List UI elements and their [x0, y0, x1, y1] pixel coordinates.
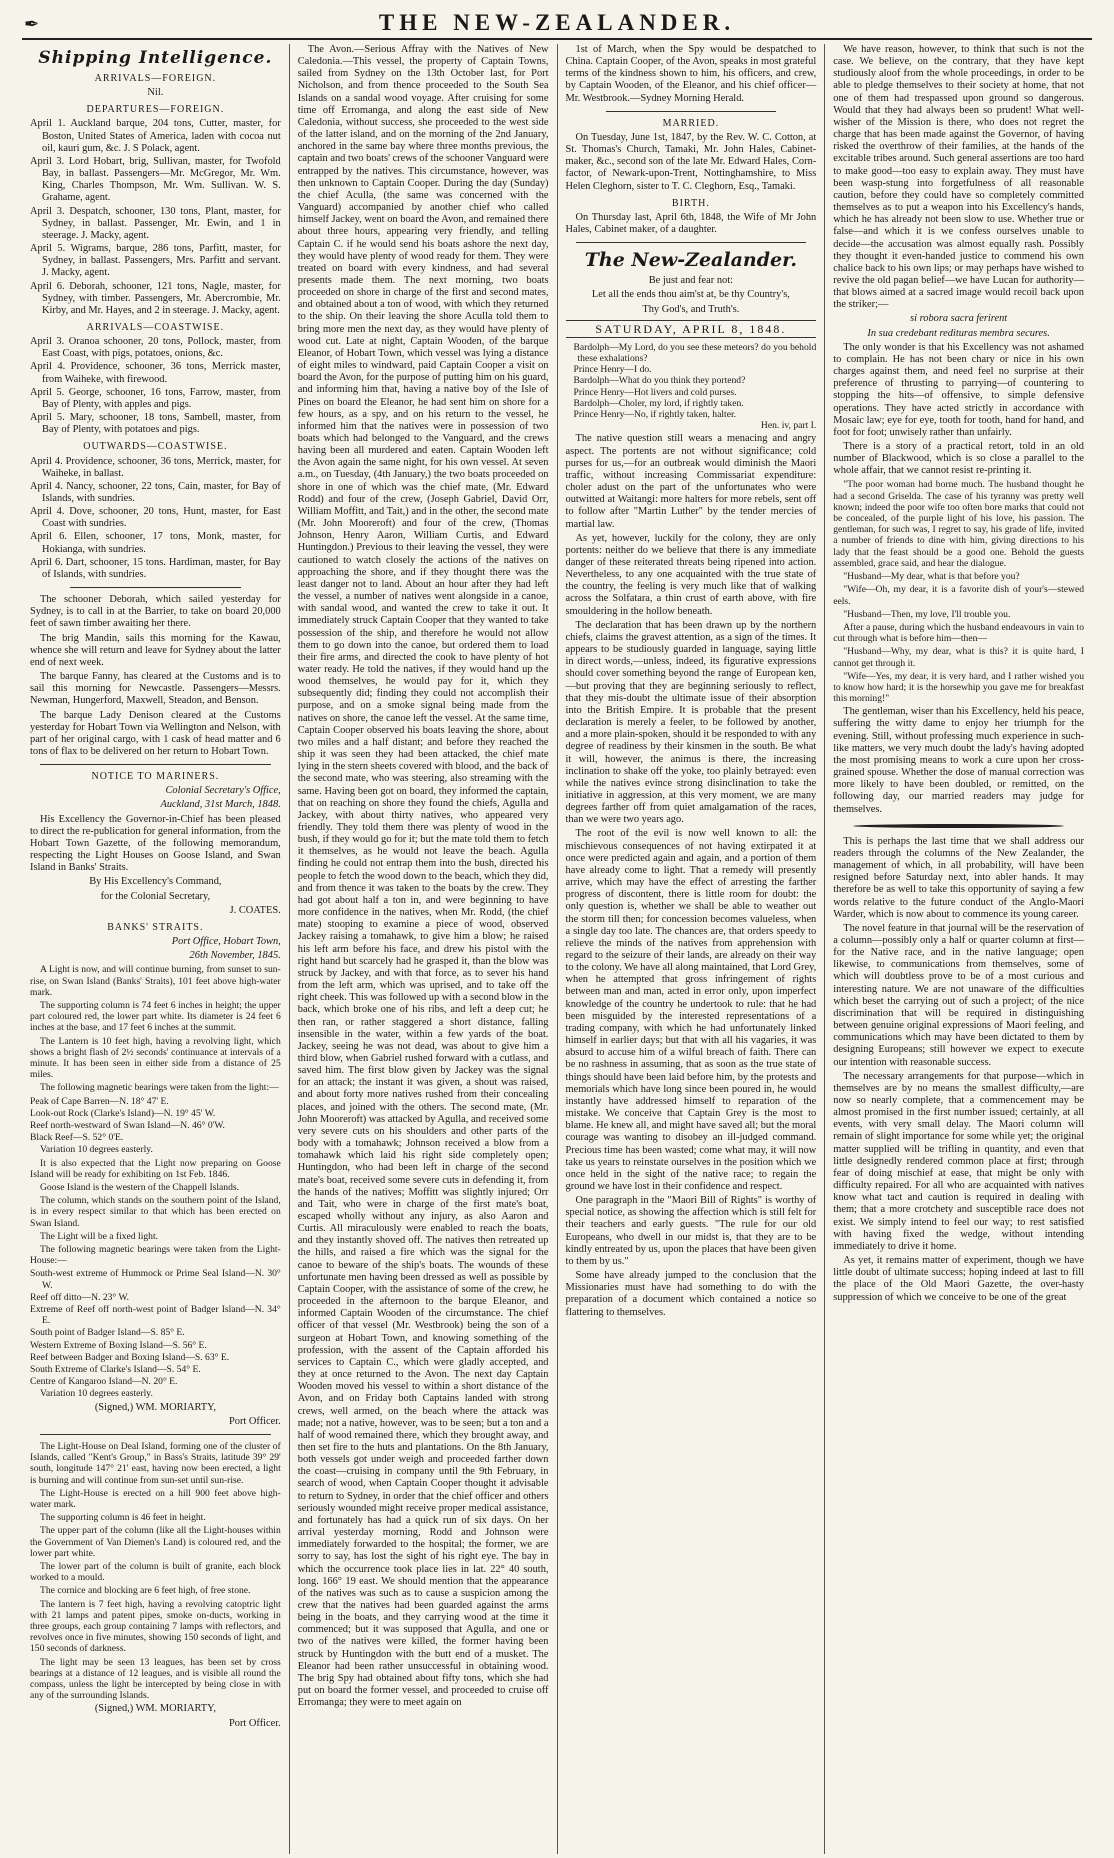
notice-office: Colonial Secretary's Office, — [165, 785, 281, 797]
divider — [576, 242, 807, 243]
list-item: April 5. Mary, schooner, 18 tons, Sambell, master, from Bay of Plenty, with potatoes and pigs. — [30, 412, 281, 436]
bearing-item: Black Reef—S. 52° 0'E. — [30, 1132, 124, 1144]
paragraph: The root of the evil is now well known to all: the mischievous consequences of not having extirpated it at once were predicted again and again, and a portion of them have already come to light. That a remedy will presently arrive, which may have the effect of arresting the farther progress of discontent, there is little room for doubt: the only question is, whether we shall be able to weather out the storm till then; for concession becomes valueless, when a single day too late. The chances are, that orders speedy to relieve the minds of the natives from apprehension with regard to the seizure of their lands, are already on their way to the colony. We have all along maintained, that Lord Grey, when he attempted that gross infringement of rights between man and man, acted in error only, upon imperfect knowledge of the country he undertook to rule: that he had been misguided by the interested representations of a trading company, with which he had unfortunately linked himself in earlier days; but that with all his vagaries, it was absurd to accuse him of a wilful breach of faith. There can be no rashness in assuming, that as soon as the true state of things should have been laid before him, by the protests and memorials which have long since been poured in, he would instantly have addressed himself to reparation of the mistake. We conceive that Captain Grey is the most to blame. He knew all, and might have saved all; but the moral courage was wanting to disobey an ill-judged command. Precious time has been wasted; come what may, it will now take us years to reinstate ourselves in the position which we once held in the sight of the native race; to regain the ground we have lost in their confidence and respect. — [565, 828, 817, 1192]
paragraph: The Lantern is 10 feet high, having a revolving light, which shows a bright flash of 2½ seconds' continuance at intervals of a minute. It has been seen in either side from a distance of 25 miles. — [30, 1035, 281, 1081]
bearing-item: South Extreme of Clarke's Island—S. 54° E. — [30, 1364, 201, 1376]
subhead-arrivals-foreign: ARRIVALS—FOREIGN. — [94, 73, 217, 84]
column-4 — [825, 44, 1092, 1854]
paragraph: The native question still wears a menacing and angry aspect. The portents are not without significance; cold purses for us,—for an outbreak would diminish the Maori traffic, without increasing Commissariat expenditure: choler adust on the part of the unfortunates who were outwitted at Waitangi: more halters for more rebels, sent off to follow after "Martin Luther" by the tender mercies of martial law. — [565, 433, 817, 530]
notice-signature: J. COATES. — [229, 904, 281, 916]
quote-line: Prince Henry—No, if rightly taken, halter. — [573, 409, 737, 421]
dateline: SATURDAY, APRIL 8, 1848. — [566, 320, 817, 338]
paragraph: As yet, it remains matter of experiment, though we have little doubt of ultimate success; hoping indeed at last to fill the place of the Old Maori Gazette, the over-hasty suppression of which we conceive to be one of the great — [833, 1255, 1084, 1303]
column-1 — [22, 44, 290, 1854]
bearing-item: Peak of Cape Barren—N. 18° 47' E. — [30, 1095, 169, 1107]
arrivals-foreign-nil: Nil. — [147, 87, 164, 99]
paragraph: The supporting column is 46 feet in height. — [40, 1512, 206, 1524]
married-heading: MARRIED. — [662, 117, 720, 129]
divider — [40, 1434, 271, 1435]
column-3 — [558, 44, 826, 1854]
notice-by: By His Excellency's Command, — [89, 876, 222, 888]
paragraph: One paragraph in the "Maori Bill of Rights" is worthy of special notice, as showing the affection which is still felt for their teachers and early guests. "The rule for our old Europeans, who dwell in our midst is, that they are to be kindly entreated by us, upon the places that have been given to them by us." — [565, 1195, 817, 1267]
paragraph: The Light-House on Deal Island, forming one of the cluster of Islands, called "Kent's Group," in Bass's Straits, latitude 39° 29' south, longitude 147° 21' east, having now been erected, a light is burning and will continue from sun-set until sun-rise. — [30, 1440, 281, 1486]
paragraph: This is perhaps the last time that we shall address our readers through the columns of the New Zealander, the management of which, in all probability, will have been resigned before Saturday next, into abler hands. It may therefore be as well to take this opportunity of saying a few words relative to the future conduct of the Anglo-Maori Warder, which is now about to commence its young career. — [833, 835, 1084, 920]
list-item: April 5. George, schooner, 16 tons, Farrow, master, from Bay of Plenty, with apples and pigs. — [30, 386, 281, 410]
article-avon: The Avon.—Serious Affray with the Natives of New Caledonia.—This vessel, the property of Captain Towns, sailed from Sydney on the 13th October last, for Port Nicholson, and from thence proceeded to the South Sea Islands on a sandal wood voyage. After cruising for some time off Erromanga, and along the east side of New Caledonia, without success, she proceeded to the west side of the latter island, and on the morning of the 2nd January, anchored in the same bay where three months previous, the captain and two boats' crews of the schooner Vanguard were entrapped by the natives. This circumstance, however, was then unknown to Captain Cooper. During the day (Sunday) the chief Aculla, (the same was concerned with the Vanguard) accompanied by another chief who called himself Jackey, went on board the Avon, and remained there about three hours, appearing very friendly, and telling Captain C. if he would send his boats ashore the next day, they would have plenty of wood ready for them. They were treated on board with every kindness, and had several presents made them. The next morning, two boats proceeded on shore in charge of the first and second mates, and obtained about a ton of wood, with which they returned to the ship. On their leaving the shore Aculla told them to bring more men the next day, as they would have plenty of wood cut. Late at night, Captain Wooden, of the barque Eleanor, of Hobart Town, which vessel was lying a distance of eight miles to windward, paid Captain Cooper a visit on board the Avon, for the purpose of putting him on his guard, and informing him that, having a native boy of the Isle of Pines on board the Eleanor, he had sent him on shore for a few hours, as a spy, and on his return to the vessel, he informed him that the natives were in possession of two boats which had belonged to the Vanguard, and the crews having been all murdered and eaten. Captain Wooden left the Avon again the same night, for his own vessel. At seven a.m., on Tuesday, (4th January,) the two boats proceeded on shore in one of which was the chief mate, (Mr. Edward Rodd) and four of the crew, (Joseph Gabriel, David Orr, William Moffitt, and Tait,) and in the other, the second mate (Mr. John Mooreroft) and four of the crew, (Thomas Johnson, Henry Aaron, William Curtis, and Edward Huntingdon.) Previous to their leaving the vessel, they were cautioned to watch closely the actions of the natives on approaching the shore, and if they thought there was the least danger not to land. About an hour after they had left the vessel, a number of natives went alongside in a canoe, with sandal wood, and wanted the crew to take it out. It immediately struck Captain Cooper that they wanted to take possession of the ship, and therefore he would not allow them to go down into the canoe, but ordered them to load their fire arms, and directed the cook to have plenty of hot water ready. He told the natives, if they would hand up the wood themselves, he would pay for it, which they subsequently did; finding they could not accomplish their purpose, and on a smoke signal being made from the natives on shore, the canoe left the vessel. At the same time, Captain Cooper observed his boats leaving the shore, about two miles and a half distant; and before they reached the ship it was seen they had been attacked, the chief mate lying in the stern sheets covered with blood, and the back of the second mate, who was steering, also streaming with the same. Having been got on board, they informed the captain, that on reaching on shore they found the chiefs, Agulla and Jackey, with about thirty natives, who appeared very friendly. They told them there was plenty of wood in the bush, if they would go for it; but the mate told them to fetch it themselves, as he would not leave the beach. Agulla finding he could not entrap them into the bush, directed his people to fetch the wood down to the beach, which they did, and from thence it was taken to the boats by the crew. They had got about half a ton in, and were beginning to have more confidence in the natives, when Mr. Rodd, (the chief mate) stooping to examine a piece of wood, observed Jackey raising a tomahawk, to give him a blow; he raised his left arm before his face, and drew his pistol with the right hand but scarcely had he grasped it, than the blow was struck by Jackey, and with that force, as to sever his hand from the left arm, which was uprised, and to take off the right cheek. This was followed up with a second blow in the back, which broke one of his ribs, and left a deep cut; he then ran, or rather staggered a short distance, falling insensible in the water, within a few yards of the boat. Jackey, seeing he was not dead, was about to give him a third blow, when Gabriel rushed forward with a cutlass, and saved him. The first blow given by Jackey was the signal for an attack; the instant it was given, a shout was raised, and about forty more natives rushed from their concealing places, and joined with the others. The second mate, (Mr. John Mooreroft) was attacked by Agulla, and received some very severe cuts on his shoulders and other parts of the body with a tomahawk; Johnson received a blow from a tomahawk which laid his right side completely open; Huntingdon, who had been left in charge of the second mate's boat, received some severe cuts in defending it, from the hands of the natives; Moffitt was slightly injured; Orr and Tait, who were in charge of the first mate's boat, escaped wholly without any injury, as also Aaron and Curtis. All miraculously were enabled to reach the boats, and they instantly shoved off. The natives then retreated up the hills, and raised a fire which was the signal for the canoe to beware of the ship's boats. The wounds of these unfortunate men having been dressed as well as possible by Captain Cooper, with the assistance of some of the crew, he proceeded in the afternoon to the barque Eleanor, and informed Captain Wooden of the circumstance. The chief officer of that vessel (Mr. Westbrook) being the son of a surgeon at Hobart Town, and knowing something of the profession, with the assent of the Captain afforded his services to Captain C., which were gladly accepted, and they at once returned to the Avon. The next day Captain Wooden moved his vessel to within a short distance of the Avon, and on Friday both Captains landed with strong crews, well armed, on the beach where the attack was made; not a native, however, was to be seen; but a ton and a half of wood remained there, which they brought away, and then set fire to the huts and plantations. On the 8th January, both vessels got under weigh and proceeded farther down the coast—cruising in company until the 9th February, in search of wood, when Captain Cooper thought it advisable to return to Sydney, in order that the chief officer and others seriously wounded might receive proper medical assistance, and fortunately has had a quick run of six days. On her arrival yesterday morning, Rodd and Johnson were immediately forwarded to the hospital; the former, we are sorry to say, has lost the sight of his right eye. The bay in which the occurrence took place lies in lat. 22° 40 south, long. 166° 19 east. We should mention that the appearance of the natives was such as to cause a suspicion among the crew that the natives had been guarded against the arms being in the boats, and they carrying wood at the time it commenced; but it was supposed that Agulla, and one or two of the natives were killed, the former having been struck by Huntingdon with the butt end of a musket. The Eleanor had been rather unsuccessful in obtaining wood. The brig Spy had obtained about fifty tons, which she had put on board the former vessel, and proceeded to cruise off Erromanga; they were to meet again on — [297, 44, 549, 1709]
divider — [70, 587, 241, 588]
notice-intro: His Excellency the Governor-in-Chief has been pleased to direct the re-publication for general information, from the Hobart Town Gazette, of the following memorandum, respecting the Light Houses on Goose Island, and Swan Island in Banks' Straits. — [30, 813, 281, 874]
bearing-item: Look-out Rock (Clarke's Island)—N. 19° 45' W. — [30, 1107, 216, 1119]
paragraph: The column, which stands on the southern point of the Island, is in every respect similar to that which has been erected on Swan Island. — [30, 1195, 281, 1229]
paragraph: The lower part of the column is built of granite, each block worked to a mould. — [30, 1560, 281, 1584]
bearing-item: South point of Badger Island—S. 85° E. — [30, 1327, 185, 1339]
motto-line: Let all the ends thou aim'st at, be thy Country's, — [591, 289, 790, 301]
shakespeare-quote — [566, 342, 817, 432]
paragraph: The declaration that has been drawn up by the northern chiefs, claims the gravest attention, as a sign of the times. It appears to be studiously guarded in language, saying little in direct words,—unless, indeed, its figurative expressions should cover something beyond the range of European ken,—but proving that they are beginning seriously to reflect, that they mis-doubt the ultimate issue of their absorption into the British Empire. It is probable that the present declaration is merely a feeler, to be followed by another, and a more plain-spoken, should it be responded to with any degree of readiness by their kinsmen in the south. Be what it will, however, the animus is there, the increasing inclination to shake off the yoke, too plainly betrayed: even while the natives evince strong disinclination to take the initiative in aggression, at this very moment, we are many degrees farther off from quiet amalgamation of the races, than we were two years ago. — [565, 619, 817, 826]
quote-line: Bardolph—My Lord, do you see these meteors? do you behold these exhalations? — [573, 341, 817, 365]
deal-island-body — [30, 1441, 281, 1701]
quote-line: Prince Henry—I do. — [573, 364, 652, 376]
bearing-item: Centre of Kangaroo Island—N. 20° E. — [30, 1376, 178, 1388]
paragraph: The necessary arrangements for that purpose—which in themselves are by no means the smallest difficulty,—are now so nearly complete, that a commencement may be almost promised in the first number issued; certainly, at all events, with very small delay. The Maori column will remain of slight importance for some while yet; the original matter supplied will be trifling in quantity, and even that little designedly rendered common place at first; through fear of doing mischief at ease, that might be only with difficulty repaired. For all who are acquainted with natives know what tact and caution is required in dealing with them; that a more crotchety and susceptible race does not exist. We simply intend to feel our way; to rest satisfied with having fixed the wedge, without intending immediately to drive it home. — [833, 1070, 1084, 1252]
paragraph: The schooner Deborah, which sailed yesterday for Sydney, is to call in at the Barrier, to take on board 20,000 feet of sawn timber awaiting her there. — [30, 594, 281, 630]
list-item: April 6. Deborah, schooner, 121 tons, Nagle, master, for Sydney, with timber. Passengers, Mr. Abercrombie, Mr. Kirby, and Mr. Hayes, and 2 in steerage. J. Macky, agent. — [30, 280, 281, 316]
story-paragraph: "Husband—Then, my love, I'll trouble you. — [843, 608, 1011, 620]
bearing-item: Extreme of Reef off north-west point of Badger Island—N. 34° E. — [30, 1304, 281, 1327]
paragraph: Variation 10 degrees easterly. — [40, 1388, 153, 1400]
straits-date: 26th November, 1845. — [189, 950, 281, 962]
column-2 — [290, 44, 558, 1854]
paper-title: The New-Zealander. — [584, 249, 797, 272]
latin-quote: si robora sacra ferirent — [910, 313, 1008, 325]
list-item: April 5. Wigrams, barque, 286 tons, Parfitt, master, for Sydney, in ballast. Passengers, Mrs. Parfitt and servant. J. Macky, agent. — [30, 243, 281, 279]
paragraph: The supporting column is 74 feet 6 inches in height; the upper part coloured red, the lower part white. Its diameter is 24 feet 6 inches at the base, and 17 feet 6 inches at the summit. — [30, 999, 281, 1034]
quote-line: Bardolph—What do you think they portend? — [573, 375, 746, 387]
straits-signature: (Signed,) WM. MORIARTY, — [94, 1401, 216, 1413]
paragraph: There is a story of a practical retort, told in an old number of Blackwood, which is so close a parallel to the whole affair, that we cannot resist re-printing it. — [833, 441, 1084, 477]
married-notice: On Tuesday, June 1st, 1847, by the Rev. W. C. Cotton, at St. Thomas's Church, Tamaki, Mr. John Hales, Cabinet-maker, &c., second son of the late Mr. Edward Hales, Corn-factor, of Newark-upon-Trent, Nottinghamshire, to Miss Helen Cleghorn, sister to T. C. Cleghorn, Esq., Tamaki. — [565, 131, 817, 192]
bearing-item: Reef between Badger and Boxing Island—S. 63° E. — [30, 1351, 230, 1363]
paragraph: Goose Island is the western of the Chappell Islands. — [40, 1181, 240, 1193]
quote-reference: Hen. iv, part I. — [760, 420, 817, 432]
motto-line: Thy God's, and Truth's. — [642, 303, 740, 315]
list-item: April 4. Providence, schooner, 36 tons, Merrick, master, for Waiheke, in ballast. — [30, 455, 281, 479]
columns — [22, 44, 1092, 1854]
straits-signature-title: Port Officer. — [229, 1415, 281, 1427]
subhead-arrivals-coastwise: ARRIVALS—COASTWISE. — [86, 321, 225, 333]
section-heading-shipping: Shipping Intelligence. — [38, 48, 273, 68]
paragraph: The upper part of the column (like all the Light-houses within the Government of Van Diemen's Land) is coloured red, and the lower part white. — [30, 1525, 281, 1559]
paragraph: Variation 10 degrees easterly. — [40, 1144, 153, 1156]
list-item: April 3. Lord Hobart, brig, Sullivan, master, for Twofold Bay, in ballast. Passengers—Mr. McGregor, Mr. Wm. King, Charles Thompson, Mr. Wm. Sullivan. W. S. Grahame, agent. — [30, 155, 281, 204]
paragraph: The cornice and blocking are 6 feet high, of free stone. — [40, 1585, 251, 1597]
blackwood-story — [833, 479, 1084, 704]
bearing-item: South-west extreme of Hummock or Prime Seal Island—N. 30° W. — [30, 1268, 281, 1291]
arrivals-coastwise-list — [30, 336, 281, 436]
birth-heading: BIRTH. — [671, 197, 710, 209]
birth-notice: On Thursday last, April 6th, 1848, the Wife of Mr John Hales, Cabinet maker, of a daughter. — [565, 211, 817, 236]
paragraph: The following magnetic bearings were taken from the light:— — [40, 1082, 279, 1094]
story-paragraph: "Husband—My dear, what is that before you? — [843, 571, 1020, 583]
paragraph: The brig Mandin, sails this morning for the Kawau, whence she will return and leave for Sydney about the latter end of next week. — [30, 632, 281, 668]
bearing-item: Reef off ditto—N. 23° W. — [30, 1291, 130, 1303]
subhead-departures-foreign: DEPARTURES—FOREIGN. — [86, 104, 225, 116]
paragraph: The Light will be a fixed light. — [40, 1230, 159, 1242]
story-paragraph: "Husband—Why, my dear, what is this? it is quite hard, I cannot get through it. — [833, 646, 1084, 669]
list-item: April 3. Oranoa schooner, 20 tons, Pollock, master, from East Coast, with pigs, potatoes, onions, &c. — [30, 336, 281, 360]
quill-icon: ✒ — [24, 14, 40, 34]
article-avon-continued: 1st of March, when the Spy would be despatched to China. Captain Cooper, of the Avon, speaks in most grateful terms of the kindness shown to him, his officers, and crew, by Captain Wooden, of the Eleanor, and his chief officer—Mr. Westbrook.—Sydney Morning Herald. — [565, 44, 817, 104]
deal-signature: (Signed,) WM. MORIARTY, — [94, 1703, 216, 1715]
straits-office: Port Office, Hobart Town, — [171, 936, 281, 947]
paragraph: The novel feature in that journal will be the reservation of a column—possibly only a half or quarter column at first—for the Native race, and in the native language; open likewise, to communications from themselves, some of which will doubtless prove to be of a most curious and interesting nature. We are not unaware of the difficulties which beset the carrying out of such a project; of the nice discrimination that will be required in distinguishing between genuine original expressions of Maori feeling, and communications which may have been dictated to them by designing Europeans; still however we expect to execute our intention with reasonable success. — [833, 922, 1084, 1068]
list-item: April 6. Ellen, schooner, 17 tons, Monk, master, for Hokianga, with sundries. — [30, 531, 281, 555]
paragraph: The gentleman, wiser than his Excellency, held his peace, suffering the witty dame to enjoy her triumph for the evening. Still, without professing much experience in such-like matters, we very much doubt the lady's having adopted the most promising means to work a cure upon her cross-grained spouse. Whether the dose of manual correction was more likely to have been doubled, or remitted, on the following day, our married readers may judge for themselves. — [833, 706, 1084, 815]
notice-heading: NOTICE TO MARINERS. — [91, 771, 220, 783]
story-paragraph: "The poor woman had borne much. The husband thought he had a second Griselda. The case of his tyranny was pretty well known; indeed the poor wife too often bore marks that could not be concealed, of the purple light of his love, his passion. The gentleman, for such was, I regret to say, his grade of life, invited a number of friends to dine with him, giving directions to his lady that the feast should be a good one. Behold the guests assembled, grace said, and hear the dialogue. — [833, 479, 1084, 569]
notice-for: for the Colonial Secretary, — [100, 890, 211, 902]
paragraph: The Light-House is erected on a hill 900 feet above high-water mark. — [30, 1487, 281, 1510]
story-paragraph: "Wife—Yes, my dear, it is very hard, and I rather wished you to know how hard; it is the horsewhip you gave me for breakfast this morning!" — [833, 670, 1084, 705]
divider — [40, 764, 271, 765]
paragraph: Some have already jumped to the conclusion that the Missionaries must have had something to do with the preparation of a document which contained a notice so flattering to themselves. — [565, 1270, 817, 1318]
masthead — [22, 8, 1092, 40]
straits-body — [30, 964, 281, 1399]
divider — [606, 111, 777, 112]
list-item: April 6. Dart, schooner, 15 tons. Hardiman, master, for Bay of Islands, with sundries. — [30, 556, 281, 580]
deal-signature-title: Port Officer. — [229, 1717, 281, 1729]
paragraph: The barque Fanny, has cleared at the Customs and is to sail this morning for Newcastle. Passengers—Messrs. Newman, Hungerford, Maxwell, Steadon, and Benson. — [30, 671, 281, 707]
list-item: April 4. Dove, schooner, 20 tons, Hunt, master, for East Coast with sundries. — [30, 506, 281, 530]
paragraph: We have reason, however, to think that such is not the case. We believe, on the contrary, that they have kept studiously aloof from the whole proceedings, in order to be able to pledge themselves to their society at home, that not one of them had trespassed upon ground so dangerous. Would that they had always been so prudent! What well-wisher of the Mission is there, who does not regret the charge that has been made against the Governor, of having risked the overthrow of their families, at the hands of the excitable tribes around. Such general assertions are too hard to make good—too easy to explain away. They must have been wasp-stung into forgetfulness of all reasonable caution, before they could have so completely committed themselves as to put a weapon into his Excellency's hands, which he has already not been slow to use. Whether true or false—and which it is we confess ourselves unable to decide—the accusation was almost equally rash. Possibly they thought it even-handed justice to commend his own chalice back to his own lips; or may perhaps have wished to revive the old pagan belief—we have Lucan for authority—that blows aimed at a sacred image would recoil back upon the striker;— — [833, 44, 1084, 311]
paragraph: The following magnetic bearings were taken from the Light-House:— — [30, 1243, 281, 1267]
list-item: April 1. Auckland barque, 204 tons, Cutter, master, for Boston, United States of America, laden with cocoa nut oil, kauri gum, &c. J. S Polack, agent. — [30, 118, 281, 154]
story-paragraph: "Wife—Oh, my dear, it is a favorite dish of your's—stewed eels. — [833, 584, 1084, 607]
bearing-item: Western Extreme of Boxing Island—S. 56° E. — [30, 1339, 207, 1351]
paragraph: A Light is now, and will continue burning, from sunset to sun-rise, on Swan Island (Banks' Straits), 101 feet above high-water mark. — [30, 964, 281, 998]
paragraph: It is also expected that the Light now preparing on Goose Island will be ready for exhibiting on 1st Feb. 1846. — [30, 1157, 281, 1180]
notice-date: Auckland, 31st March, 1848. — [160, 799, 281, 811]
list-item: April 4. Providence, schooner, 36 tons, Merrick master, from Waiheke, with firewood. — [30, 361, 281, 385]
paragraph: As yet, however, luckily for the colony, they are only portents: neither do we believe that there is any immediate danger of these reiterated threats being ripened into action. Nevertheless, to any one acquainted with the true state of the country, the feeling is very much like that of walking across the Solfatara, a thin crust of earth above, with fire smouldering in the hollow beneath. — [565, 532, 817, 617]
masthead-title: THE NEW-ZEALANDER. — [378, 10, 736, 35]
departures-foreign-list — [30, 118, 281, 317]
paragraph: The lantern is 7 feet high, having a revolving catoptric light with 21 lamps and patent pipes, smoke on-ducts, working in three groups, each group containing 7 lamps with reflectors, and revolves once in five minutes, showing 150 seconds of light, and 150 seconds of darkness. — [30, 1598, 281, 1655]
subhead-outwards-coastwise: OUTWARDS—COASTWISE. — [83, 441, 228, 453]
paragraph: The light may be seen 13 leagues, has been set by cross bearings at a distance of 12 leagues, and is visible all round the compass, unless the light be intercepted by being close in with any of the surrounding Islands. — [30, 1656, 281, 1702]
paragraph: The barque Lady Denison cleared at the Customs yesterday for Hobart Town via Wellington and Nelson, with part of her original cargo, with 1 cask of head matter and 6 tons of flax to be delivered on her return to Hobart Town. — [30, 709, 281, 757]
bearing-item: Reef north-westward of Swan Island—N. 46° 0'W. — [30, 1119, 225, 1131]
swell-divider — [853, 824, 1064, 828]
latin-quote: In sua credebant redituras membra secures. — [867, 327, 1050, 339]
story-paragraph: After a pause, during which the husband endeavours in vain to cut through what is before him—then— — [833, 621, 1084, 645]
motto-line: Be just and fear not: — [648, 275, 733, 287]
outwards-coastwise-list — [30, 456, 281, 582]
quote-line: Prince Henry—Hot livers and cold purses. — [573, 386, 737, 398]
quote-line: Bardolph—Choler, my lord, if rightly taken. — [573, 397, 744, 409]
list-item: April 4. Nancy, schooner, 22 tons, Cain, master, for Bay of Islands, with sundries. — [30, 480, 281, 504]
list-item: April 3. Despatch, schooner, 130 tons, Plant, master, for Sydney, in ballast. Passenger, Mr. Ewin, and 1 in steerage. J. Macky, agent. — [30, 205, 281, 241]
straits-heading: BANKS' STRAITS. — [107, 921, 204, 933]
paragraph: The only wonder is that his Excellency was not ashamed to complain. He has not been chary or nice in his own charges against them, and need feel no surprise at their preference of thrusting to parrying—of countering to stopping the hits—of offensive, to simple defensive operations. They have acted strictly in accordance with Mosaic law; eye for eye, tooth for tooth, hand for hand, and foot for foot; unwisely rather than unfairly. — [833, 341, 1084, 438]
